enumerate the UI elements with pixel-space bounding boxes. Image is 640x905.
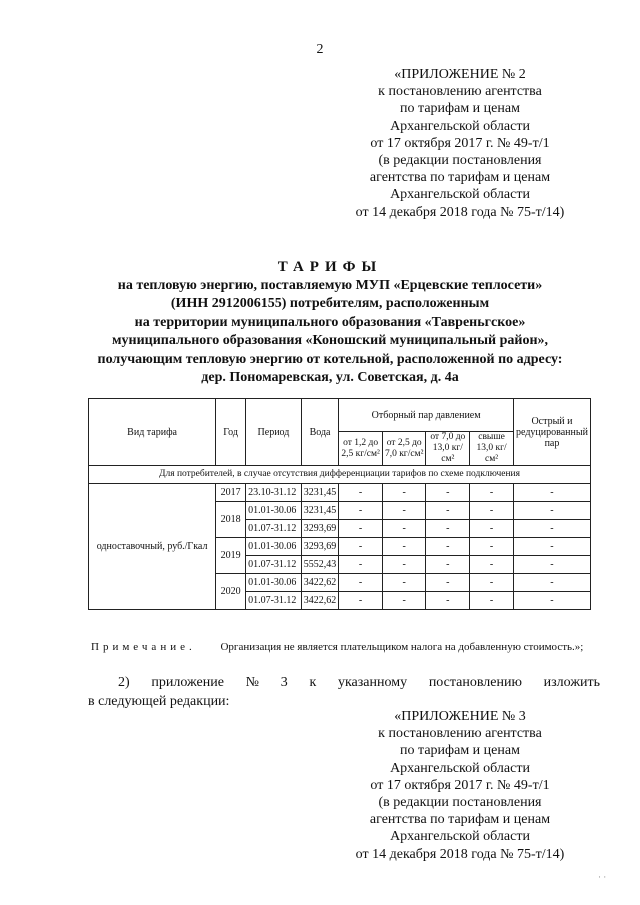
appendix-2-line: от 14 декабря 2018 года № 75-т/14) [355, 204, 565, 220]
dash-cell: - [513, 556, 590, 574]
appendix-3-line: Архангельской области [390, 760, 530, 776]
appendix-3-line: от 17 октября 2017 г. № 49-т/1 [370, 777, 550, 793]
table-row [89, 484, 591, 502]
header-sharp-steam: Острый и редуцированный пар [513, 399, 590, 466]
title-line: муниципального образования «Коношский муниципальный район», [111, 333, 549, 348]
water-cell: 3293,69 [301, 520, 339, 538]
header-pressure-2: от 2,5 до 7,0 кг/см² [382, 432, 426, 466]
appendix-2-line: Архангельской области [390, 187, 530, 203]
title-line: на тепловую энергию, поставляемую МУП «Ерцевские теплосети» [117, 277, 543, 293]
dash-cell: - [513, 538, 590, 556]
appendix-3-header [330, 708, 590, 863]
dash-cell: - [513, 592, 590, 610]
dash-cell: - [382, 556, 426, 574]
dash-cell: - [470, 538, 514, 556]
appendix-2-line: «ПРИЛОЖЕНИЕ № 2 [394, 67, 526, 82]
appendix-2-line: от 17 октября 2017 г. № 49-т/1 [370, 135, 550, 151]
title-line: на территории муниципального образования «Тавреньгское» [134, 314, 526, 330]
appendix-2-line: к постановлению агентства [378, 84, 542, 100]
note-text: Организация не является плательщиком налога на добавленную стоимость.»; [220, 641, 584, 653]
dash-cell: - [470, 520, 514, 538]
paragraph-word: 3 [280, 675, 288, 690]
header-period: Период [246, 399, 302, 466]
year-cell: 2019 [216, 538, 246, 574]
header-steam-group: Отборный пар давлением [339, 399, 514, 432]
header-year: Год [216, 399, 246, 466]
appendix-2-line: Архангельской области [390, 118, 530, 134]
header-pressure-3: от 7,0 до 13,0 кг/см² [426, 432, 470, 466]
dash-cell: - [426, 592, 470, 610]
period-cell: 01.07-31.12 [246, 592, 302, 610]
title-heading: ТАРИФЫ [277, 259, 383, 275]
paragraph-word: к [309, 675, 317, 690]
dash-cell: - [339, 538, 383, 556]
tariff-type-cell: одноставочный, руб./Гкал [89, 484, 216, 610]
dash-cell: - [339, 592, 383, 610]
period-cell: 23.10-31.12 [246, 484, 302, 502]
dash-cell: - [426, 484, 470, 502]
dash-cell: - [513, 520, 590, 538]
period-cell: 01.01-30.06 [246, 502, 302, 520]
dash-cell: - [513, 484, 590, 502]
dash-cell: - [339, 556, 383, 574]
title-line: дер. Пономаревская, ул. Советская, д. 4а [201, 370, 459, 385]
appendix-3-line: «ПРИЛОЖЕНИЕ № 3 [394, 709, 526, 724]
dash-cell: - [339, 574, 383, 592]
paragraph-word: указанному [337, 675, 408, 690]
dash-cell: - [426, 538, 470, 556]
tariffs-title [40, 258, 620, 388]
dash-cell: - [339, 502, 383, 520]
year-cell: 2018 [216, 502, 246, 538]
appendix-3-line: от 14 декабря 2018 года № 75-т/14) [355, 846, 565, 862]
paragraph-word: 2) [118, 675, 130, 690]
period-cell: 01.07-31.12 [246, 520, 302, 538]
paragraph-word: постановлению [428, 675, 522, 690]
period-cell: 01.01-30.06 [246, 538, 302, 556]
water-cell: 3422,62 [301, 592, 339, 610]
water-cell: 3231,45 [301, 484, 339, 502]
period-cell: 01.01-30.06 [246, 574, 302, 592]
dash-cell: - [470, 484, 514, 502]
dash-cell: - [470, 556, 514, 574]
page-number: 2 [316, 42, 324, 57]
period-cell: 01.07-31.12 [246, 556, 302, 574]
dash-cell: - [470, 502, 514, 520]
note [91, 641, 583, 653]
appendix-3-line: Архангельской области [390, 829, 530, 845]
paragraph-word: изложить [543, 675, 600, 690]
year-cell: 2020 [216, 574, 246, 610]
appendix-3-line: к постановлению агентства [378, 726, 542, 742]
year-cell: 2017 [216, 484, 246, 502]
table-subheader: Для потребителей, в случае отсутствия дифференциации тарифов по схеме подключения [89, 466, 591, 484]
dash-cell: - [382, 484, 426, 502]
dash-cell: - [382, 538, 426, 556]
dash-cell: - [513, 574, 590, 592]
header-pressure-4: свыше 13,0 кг/см² [470, 432, 514, 466]
paragraph-word: № [245, 675, 259, 690]
dash-cell: - [382, 520, 426, 538]
scan-dots: · · [598, 872, 607, 882]
dash-cell: - [382, 574, 426, 592]
header-tariff-type: Вид тарифа [89, 399, 216, 466]
dash-cell: - [339, 484, 383, 502]
paragraph-line-2: в следующей редакции: [88, 694, 230, 709]
dash-cell: - [426, 520, 470, 538]
title-line: получающим тепловую энергию от котельной, расположенной по адресу: [97, 351, 563, 367]
dash-cell: - [470, 574, 514, 592]
tariffs-table [88, 398, 591, 610]
paragraph-line-1 [88, 673, 600, 692]
water-cell: 3422,62 [301, 574, 339, 592]
appendix-2-line: (в редакции постановления [378, 153, 542, 169]
dash-cell: - [382, 592, 426, 610]
water-cell: 3231,45 [301, 502, 339, 520]
appendix-2-line: агентства по тарифам и ценам [369, 170, 551, 186]
water-cell: 5552,43 [301, 556, 339, 574]
water-cell: 3293,69 [301, 538, 339, 556]
dash-cell: - [426, 502, 470, 520]
dash-cell: - [339, 520, 383, 538]
amendment-paragraph [88, 673, 600, 711]
dash-cell: - [382, 502, 426, 520]
dash-cell: - [426, 574, 470, 592]
dash-cell: - [470, 592, 514, 610]
header-pressure-1: от 1,2 до 2,5 кг/см² [339, 432, 383, 466]
header-water: Вода [301, 399, 339, 466]
note-label: Примечание. [91, 641, 196, 653]
dash-cell: - [426, 556, 470, 574]
paragraph-word: приложение [151, 675, 224, 690]
appendix-2-line: по тарифам и ценам [400, 101, 520, 117]
appendix-3-line: (в редакции постановления [378, 795, 542, 811]
dash-cell: - [513, 502, 590, 520]
appendix-3-line: агентства по тарифам и ценам [369, 812, 551, 828]
appendix-2-header [330, 66, 590, 221]
appendix-3-line: по тарифам и ценам [400, 743, 520, 759]
title-line: (ИНН 2912006155) потребителям, расположенным [170, 296, 490, 311]
